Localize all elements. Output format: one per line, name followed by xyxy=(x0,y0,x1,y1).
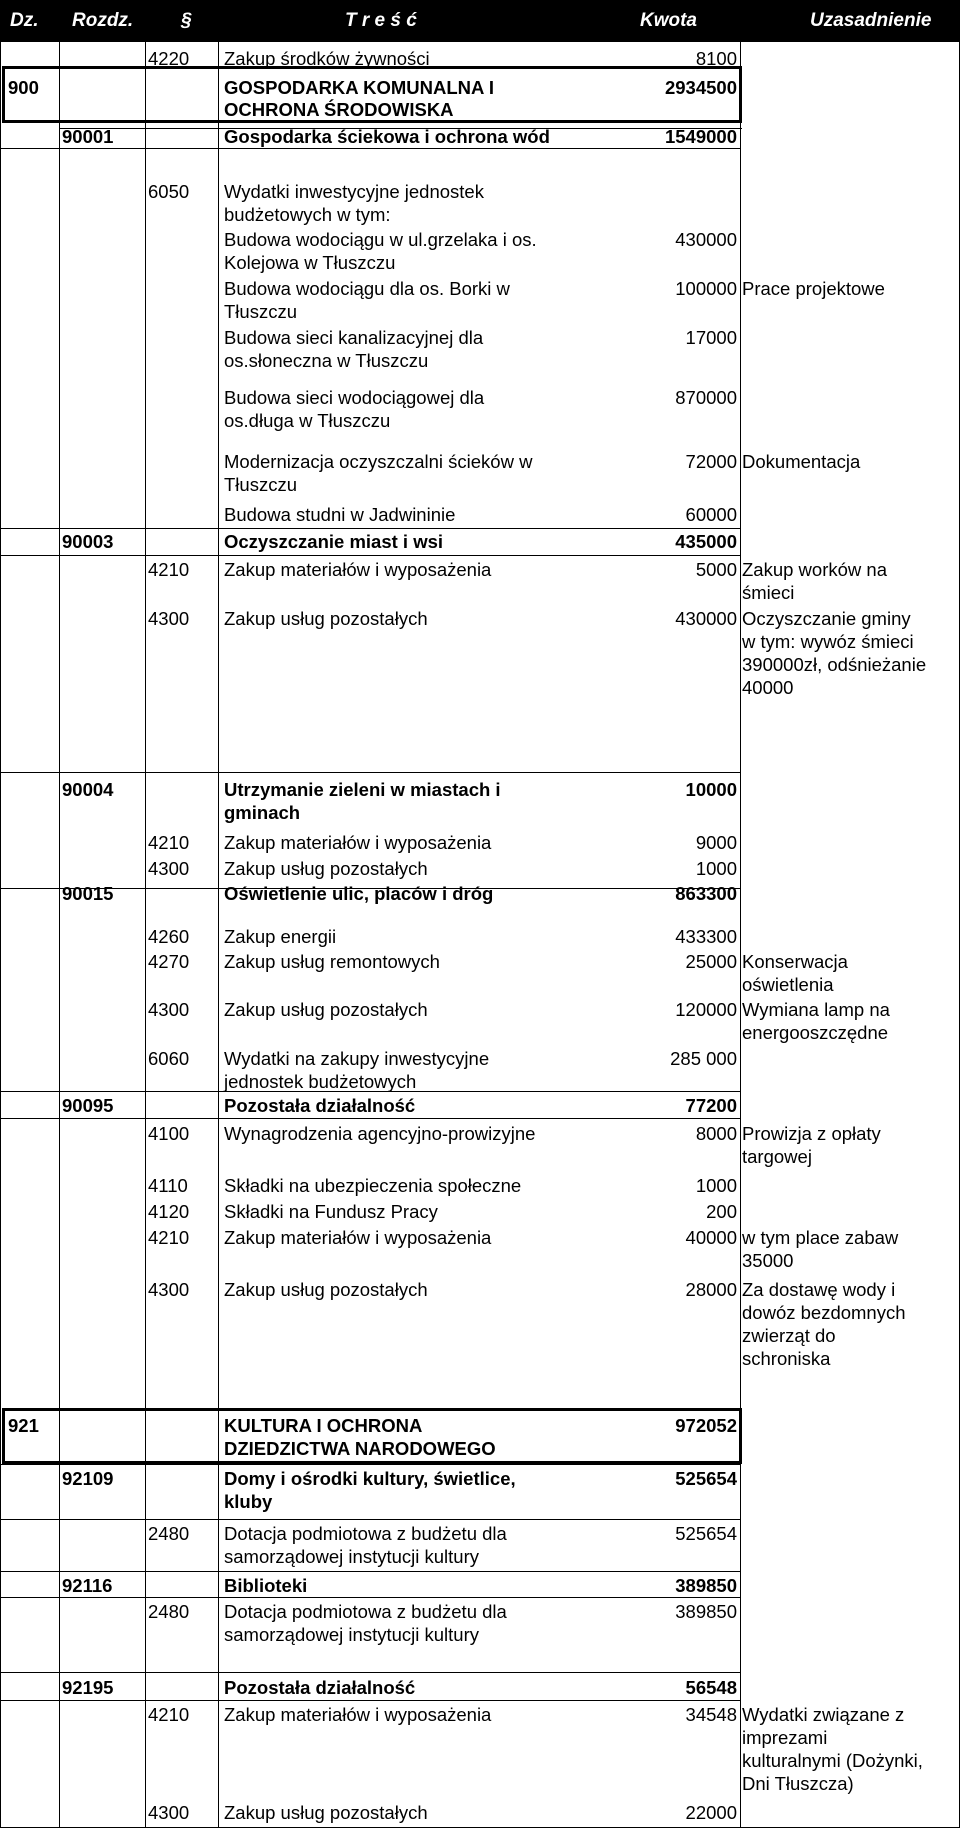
row-note: śmieci xyxy=(742,582,795,603)
row-note: schroniska xyxy=(742,1348,831,1369)
row-text: Zakup materiałów i wyposażenia xyxy=(224,1704,492,1725)
row-divider xyxy=(0,1700,740,1701)
row-text: Zakup usług remontowych xyxy=(224,951,440,972)
row-text: Zakup energii xyxy=(224,926,337,947)
row-text: gminach xyxy=(224,802,301,823)
row-text: GOSPODARKA KOMUNALNA I xyxy=(224,77,494,98)
row-divider xyxy=(0,1118,740,1119)
row-divider xyxy=(0,555,740,556)
row-text: os.słoneczna w Tłuszczu xyxy=(224,350,429,371)
row-amount: 120000 xyxy=(675,999,737,1020)
paragraph-code: 4220 xyxy=(148,48,190,69)
grid-line xyxy=(740,42,741,1828)
grid-line xyxy=(0,42,1,1828)
row-divider xyxy=(0,1672,740,1673)
row-amount: 389850 xyxy=(675,1601,737,1622)
row-note: kulturalnymi (Dożynki, xyxy=(742,1750,923,1771)
header-rozdz: Rozdz. xyxy=(72,10,134,31)
row-text: Pozostała działalność xyxy=(224,1677,416,1698)
row-amount: 525654 xyxy=(675,1468,737,1489)
row-text: Modernizacja oczyszczalni ścieków w xyxy=(224,451,533,472)
row-amount: 28000 xyxy=(685,1279,737,1300)
row-text: Oczyszczanie miast i wsi xyxy=(224,531,444,552)
row-note: 390000zł, odśnieżanie xyxy=(742,654,927,675)
paragraph-code: 2480 xyxy=(148,1601,190,1622)
paragraph-code: 4300 xyxy=(148,858,190,879)
row-text: Budowa sieci kanalizacyjnej dla xyxy=(224,327,484,348)
row-text: Dotacja podmiotowa z budżetu dla xyxy=(224,1523,507,1544)
row-note: 40000 xyxy=(742,677,794,698)
row-divider xyxy=(0,148,740,149)
row-text: jednostek budżetowych xyxy=(224,1071,417,1092)
row-text: Tłuszczu xyxy=(224,301,297,322)
row-amount: 9000 xyxy=(695,832,737,853)
row-amount: 430000 xyxy=(675,608,737,629)
paragraph-code: 6050 xyxy=(148,181,190,202)
row-amount: 34548 xyxy=(685,1704,737,1725)
paragraph-code: 4210 xyxy=(148,559,190,580)
row-note: Zakup worków na xyxy=(742,559,887,580)
rozdzial-code: 90004 xyxy=(62,779,114,800)
row-amount: 389850 xyxy=(675,1575,737,1596)
row-text: Oświetlenie ulic, placów i dróg xyxy=(224,883,494,904)
row-note: oświetlenia xyxy=(742,974,834,995)
row-text: Wydatki na zakupy inwestycyjne xyxy=(224,1048,490,1069)
row-note: imprezami xyxy=(742,1727,828,1748)
grid-line xyxy=(59,42,60,1828)
rozdzial-code: 92116 xyxy=(62,1575,113,1596)
row-text: Budowa studni w Jadwininie xyxy=(224,504,456,525)
row-note: w tym: wywóz śmieci xyxy=(742,631,914,652)
row-divider xyxy=(0,1571,740,1572)
row-text: Dotacja podmiotowa z budżetu dla xyxy=(224,1601,507,1622)
row-note: w tym place zabaw xyxy=(742,1227,899,1248)
row-amount: 40000 xyxy=(685,1227,737,1248)
rozdzial-code: 90003 xyxy=(62,531,114,552)
row-text: OCHRONA ŚRODOWISKA xyxy=(224,99,454,120)
row-text: Budowa wodociągu w ul.grzelaka i os. xyxy=(224,229,537,250)
paragraph-code: 4300 xyxy=(148,1279,190,1300)
paragraph-code: 4300 xyxy=(148,999,190,1020)
row-amount: 17000 xyxy=(685,327,737,348)
paragraph-code: 4100 xyxy=(148,1123,190,1144)
grid-line xyxy=(145,42,146,1828)
row-text: Pozostała działalność xyxy=(224,1095,416,1116)
paragraph-code: 4210 xyxy=(148,1704,190,1725)
row-text: Zakup materiałów i wyposażenia xyxy=(224,559,492,580)
row-text: os.długa w Tłuszczu xyxy=(224,410,391,431)
row-text: Zakup usług pozostałych xyxy=(224,858,428,879)
row-amount: 8100 xyxy=(695,48,737,69)
row-text: samorządowej instytucji kultury xyxy=(224,1624,479,1645)
row-amount: 525654 xyxy=(675,1523,737,1544)
row-amount: 72000 xyxy=(685,451,737,472)
paragraph-code: 4210 xyxy=(148,1227,190,1248)
rozdzial-code: 90015 xyxy=(62,883,114,904)
row-note: zwierząt do xyxy=(742,1325,836,1346)
row-note: 35000 xyxy=(742,1250,794,1271)
row-text: budżetowych w tym: xyxy=(224,204,391,225)
row-amount: 77200 xyxy=(685,1095,737,1116)
row-text: Zakup usług pozostałych xyxy=(224,1802,428,1823)
row-amount: 285 000 xyxy=(670,1048,737,1069)
row-note: Wydatki związane z xyxy=(742,1704,905,1725)
row-note: Wymiana lamp na xyxy=(742,999,890,1020)
row-note: Dokumentacja xyxy=(742,451,861,472)
row-note: Za dostawę wody i xyxy=(742,1279,896,1300)
row-text: Zakup usług pozostałych xyxy=(224,608,428,629)
row-text: Kolejowa w Tłuszczu xyxy=(224,252,396,273)
row-text: Budowa wodociągu dla os. Borki w xyxy=(224,278,510,299)
paragraph-code: 6060 xyxy=(148,1048,190,1069)
row-text: Zakup usług pozostałych xyxy=(224,999,428,1020)
row-text: Zakup usług pozostałych xyxy=(224,1279,428,1300)
row-amount: 200 xyxy=(706,1201,737,1222)
header-dz: Dz. xyxy=(10,10,39,31)
row-note: Dni Tłuszcza) xyxy=(742,1773,854,1794)
dzial-code: 900 xyxy=(8,77,39,98)
row-text: Tłuszczu xyxy=(224,474,297,495)
grid-line xyxy=(218,42,219,1828)
row-amount: 8000 xyxy=(695,1123,737,1144)
row-amount: 2934500 xyxy=(664,77,737,98)
header-paragraf: § xyxy=(181,10,192,31)
paragraph-code: 4270 xyxy=(148,951,190,972)
row-amount: 870000 xyxy=(675,387,737,408)
row-amount: 1000 xyxy=(695,1175,737,1196)
row-note: Prowizja z opłaty xyxy=(742,1123,881,1144)
row-amount: 435000 xyxy=(675,531,737,552)
row-text: Wynagrodzenia agencyjno-prowizyjne xyxy=(224,1123,536,1144)
row-text: Zakup materiałów i wyposażenia xyxy=(224,832,492,853)
rozdzial-code: 92195 xyxy=(62,1677,114,1698)
row-text: Budowa sieci wodociągowej dla xyxy=(224,387,485,408)
paragraph-code: 4210 xyxy=(148,832,190,853)
row-text: Zakup środków żywności xyxy=(224,48,430,69)
row-text: DZIEDZICTWA NARODOWEGO xyxy=(224,1438,496,1459)
row-divider xyxy=(0,1464,740,1465)
dzial-code: 921 xyxy=(8,1415,39,1436)
rozdzial-code: 92109 xyxy=(62,1468,114,1489)
row-note: Konserwacja xyxy=(742,951,848,972)
header-uzasadnienie: Uzasadnienie xyxy=(810,10,932,31)
row-amount: 100000 xyxy=(675,278,737,299)
header-kwota: Kwota xyxy=(640,10,697,31)
rozdzial-code: 90095 xyxy=(62,1095,114,1116)
row-note: dowóz bezdomnych xyxy=(742,1302,906,1323)
row-note: targowej xyxy=(742,1146,812,1167)
row-text: KULTURA I OCHRONA xyxy=(224,1415,423,1436)
row-text: Składki na ubezpieczenia społeczne xyxy=(224,1175,522,1196)
rozdzial-code: 90001 xyxy=(62,126,114,147)
row-amount: 5000 xyxy=(695,559,737,580)
row-divider xyxy=(0,528,740,529)
header-tresc: T r e ś ć xyxy=(345,10,417,31)
row-amount: 863300 xyxy=(675,883,737,904)
row-text: samorządowej instytucji kultury xyxy=(224,1546,479,1567)
row-divider xyxy=(0,1597,740,1598)
row-amount: 22000 xyxy=(685,1802,737,1823)
row-note: energooszczędne xyxy=(742,1022,889,1043)
row-text: Domy i ośrodki kultury, świetlice, xyxy=(224,1468,516,1489)
row-text: Utrzymanie zieleni w miastach i xyxy=(224,779,501,800)
paragraph-code: 4120 xyxy=(148,1201,190,1222)
row-note: Prace projektowe xyxy=(742,278,885,299)
row-amount: 430000 xyxy=(675,229,737,250)
row-amount: 10000 xyxy=(685,779,737,800)
row-text: Gospodarka ściekowa i ochrona wód xyxy=(224,126,550,147)
paragraph-code: 2480 xyxy=(148,1523,190,1544)
row-amount: 56548 xyxy=(685,1677,737,1698)
row-amount: 972052 xyxy=(675,1415,737,1436)
table-header xyxy=(0,0,960,42)
row-text: Składki na Fundusz Pracy xyxy=(224,1201,438,1222)
row-amount: 25000 xyxy=(685,951,737,972)
paragraph-code: 4260 xyxy=(148,926,190,947)
row-amount: 433300 xyxy=(675,926,737,947)
paragraph-code: 4110 xyxy=(148,1175,188,1196)
row-text: Biblioteki xyxy=(224,1575,308,1596)
row-divider xyxy=(0,772,740,773)
row-amount: 1549000 xyxy=(664,126,737,147)
paragraph-code: 4300 xyxy=(148,608,190,629)
row-divider xyxy=(0,1519,740,1520)
paragraph-code: 4300 xyxy=(148,1802,190,1823)
row-text: Wydatki inwestycyjne jednostek xyxy=(224,181,484,202)
row-text: kluby xyxy=(224,1491,273,1512)
row-amount: 60000 xyxy=(685,504,737,525)
row-text: Zakup materiałów i wyposażenia xyxy=(224,1227,492,1248)
row-note: Oczyszczanie gminy xyxy=(742,608,911,629)
row-amount: 1000 xyxy=(695,858,737,879)
